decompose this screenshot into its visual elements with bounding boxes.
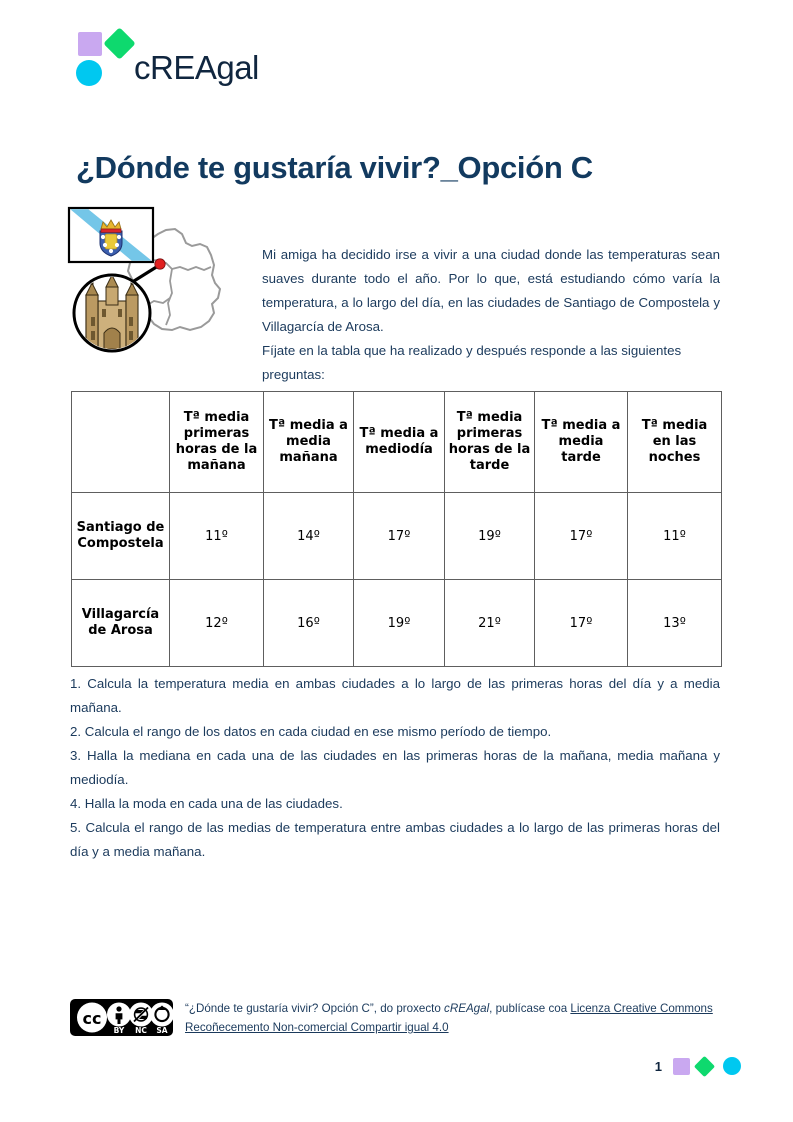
intro-paragraph-1: Mi amiga ha decidido irse a vivir a una ciudad donde las temperaturas sean suaves durante todo el año. Por lo que, está estudiando cómo varía la temperatura, a lo largo del día, en las ciudades de Santiago de Compostela y Villagarcía de Arosa. <box>262 247 720 334</box>
cyan-circle-icon <box>723 1057 741 1075</box>
footer-text-before: “¿Dónde te gustaría vivir? Opción C”, do proxecto <box>185 1002 445 1015</box>
table-row <box>72 580 722 667</box>
table-cell-0-2: 17º <box>354 493 445 580</box>
table-cell-1-5: 13º <box>628 580 722 667</box>
footer-text-middle: , publícase coa <box>489 1002 571 1015</box>
table-row-label-0: Santiago de Compostela <box>72 493 170 580</box>
cyan-circle-icon <box>76 60 102 86</box>
table-cell-1-4: 17º <box>535 580 628 667</box>
questions-list <box>70 672 720 864</box>
page-footer-marks <box>655 1057 741 1075</box>
question-item: 3. Halla la mediana en cada una de las ciudades en las primeras horas de la mañana, media mañana y mediodía. <box>70 748 720 787</box>
location-pin <box>155 259 165 269</box>
svg-text:cc: cc <box>82 1009 102 1028</box>
temperature-table-wrapper <box>71 391 721 667</box>
table-header-cell-2: Tª media a mediodía <box>354 392 445 493</box>
table-cell-0-0: 11º <box>170 493 264 580</box>
svg-text:BY: BY <box>113 1026 125 1035</box>
table-cell-0-5: 11º <box>628 493 722 580</box>
table-cell-0-1: 14º <box>264 493 354 580</box>
question-item: 4. Halla la moda en cada una de las ciudades. <box>70 796 343 811</box>
svg-text:NC: NC <box>135 1026 147 1035</box>
purple-square-icon <box>673 1058 690 1075</box>
footer-attribution <box>185 998 722 1037</box>
table-header-cell-4: Tª media a media tarde <box>535 392 628 493</box>
logo-wordmark: cREAgal <box>134 49 259 86</box>
table-cell-1-2: 19º <box>354 580 445 667</box>
logo-marks <box>76 30 134 86</box>
galicia-illustration <box>62 203 258 355</box>
purple-square-icon <box>78 32 102 56</box>
page-number: 1 <box>654 1058 662 1074</box>
table-cell-1-0: 12º <box>170 580 264 667</box>
question-item: 2. Calcula el rango de los datos en cada ciudad en ese mismo período de tiempo. <box>70 724 552 739</box>
table-header-row <box>72 392 722 493</box>
table-header-cell-1: Tª media a media mañana <box>264 392 354 493</box>
temperature-table <box>71 391 722 667</box>
brand-logo <box>76 30 259 86</box>
table-header-cell-3: Tª media primeras horas de la tarde <box>445 392 535 493</box>
table-cell-0-4: 17º <box>535 493 628 580</box>
page-title: ¿Dónde te gustaría vivir?_Opción C <box>76 150 593 185</box>
green-diamond-icon <box>103 27 136 60</box>
table-cell-1-3: 21º <box>445 580 535 667</box>
intro-paragraph-2: Fíjate en la tabla que ha realizado y después responde a las siguientes preguntas: <box>262 343 682 382</box>
license-link[interactable]: Licenza Creative Commons Recoñecemento Non-comercial Compartir igual 4.0 <box>185 1002 713 1034</box>
footer <box>70 998 722 1041</box>
table-header-cell-0: Tª media primeras horas de la mañana <box>170 392 264 493</box>
question-item: 1. Calcula la temperatura media en ambas ciudades a lo largo de las primeras horas del día y a media mañana. <box>70 676 720 715</box>
table-cell-0-3: 19º <box>445 493 535 580</box>
table-row-label-1: Villagarcía de Arosa <box>72 580 170 667</box>
table-header-cell-5: Tª media en las noches <box>628 392 722 493</box>
table-row <box>72 493 722 580</box>
cc-license-badge-icon <box>70 999 173 1041</box>
table-corner-cell <box>72 392 170 493</box>
svg-text:SA: SA <box>156 1026 168 1035</box>
question-item: 5. Calcula el rango de las medias de temperatura entre ambas ciudades a lo largo de las primeras horas del día y a media mañana. <box>70 820 720 859</box>
footer-project-name: cREAgal <box>444 1002 490 1015</box>
intro-text <box>262 243 720 387</box>
green-diamond-icon <box>694 1055 715 1076</box>
table-cell-1-1: 16º <box>264 580 354 667</box>
galicia-flag <box>69 208 153 262</box>
